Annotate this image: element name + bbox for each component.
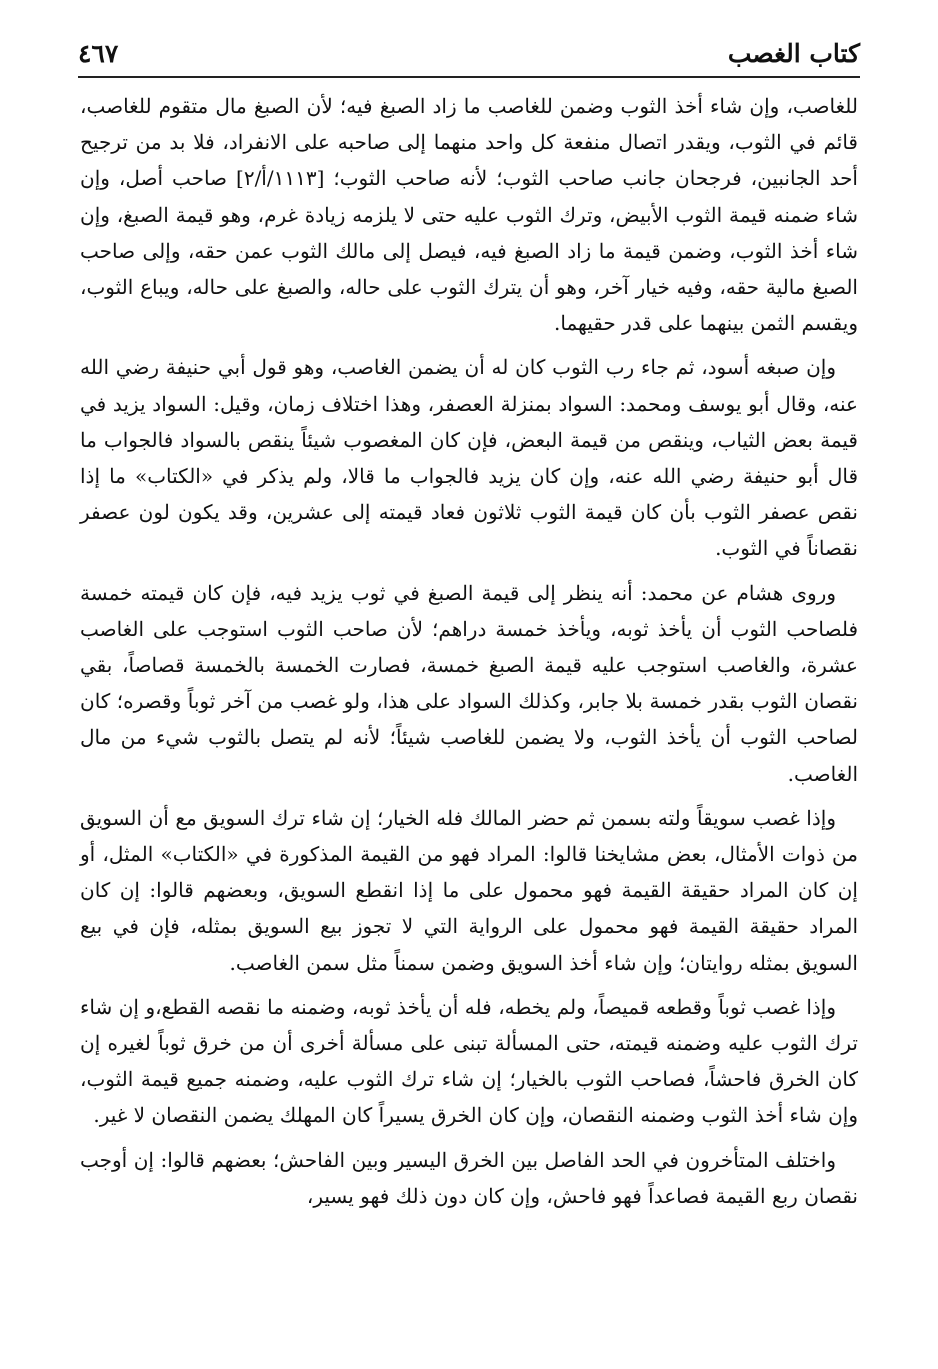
running-title: كتاب الغصب xyxy=(727,39,860,68)
paragraph-2: وإن صبغه أسود، ثم جاء رب الثوب كان له أن يضمن الغاصب، وهو قول أبي حنيفة رضي الله عنه، وقال أبو يوسف ومحمد: السواد بمنزلة العصفر، وهذا اختلاف زمان، وقيل: السواد يزيد في قيمة بعض الثياب، وينقص من قيمة البعض، فإن كان المغصوب شيئاً ينقص بالسواد فالجواب ما قال أبو حنيفة رضي الله عنه، وإن كان يزيد فالجواب ما قالا، ولم يذكر في «الكتاب» ما إذا نقص عصفر الثوب بأن كان قيمة الثوب ثلاثون فعاد قيمته إلى عشرين، وقد يكون لون عصفر نقصاناً في الثوب. xyxy=(80,355,859,561)
page-number: ٤٦٧ xyxy=(78,39,119,68)
paragraph-4: وإذا غصب سويقاً ولته بسمن ثم حضر المالك فله الخيار؛ إن شاء ترك السويق مع أن السويق من ذوات الأمثال، بعض مشايخنا قالوا: المراد فهو من القيمة المذكورة في «الكتاب» المثل، أو إن كان المراد حقيقة القيمة فهو محمول على ما إذا انقطع السويق، وبعضهم قالوا: إن كان المراد حقيقة القيمة فهو محمول على الرواية التي لا تجوز بيع السويق بمثله، فإن في بيع السويق بمثله روايتان؛ وإن شاء أخذ السويق وضمن سمناً مثل سمن الغاصب. xyxy=(80,805,858,975)
paragraph-6: واختلف المتأخرون في الحد الفاصل بين الخرق اليسير وبين الفاحش؛ بعضهم قالوا: إن أوجب نقصان ربع القيمة فصاعداً فهو فاحش، وإن كان دون ذلك فهو يسير، xyxy=(80,1147,858,1208)
paragraph-3: وروى هشام عن محمد: أنه ينظر إلى قيمة الصبغ في ثوب يزيد فيه، فإن كان قيمته خمسة فلصاحب الثوب أن يأخذ ثوبه، ويأخذ خمسة دراهم؛ لأن صاحب الثوب استوجب على الغاصب عشرة، والغاصب استوجب عليه قيمة الصبغ خمسة، فصارت الخمسة بالخمسة قصاصاً، بقي نقصان الثوب بقدر خمسة بلا جابر، وكذلك السواد على هذا، ولو غصب من آخر ثوباً وقصره؛ كان لصاحب الثوب أن يأخذ الثوب، ولا يضمن للغاصب شيئاً؛ لأنه لم يتصل بالثوب شيء من مال الغاصب. xyxy=(80,580,858,786)
paragraph-1: للغاصب، وإن شاء أخذ الثوب وضمن للغاصب ما زاد الصبغ فيه؛ لأن الصبغ مال متقوم للغاصب، قائم في الثوب، ويقدر اتصال منفعة كل واحد منهما إلى صاحبه على الانفراد، فلا بد من ترجيح أحد الجانبين، فرجحان جانب صاحب الثوب؛ لأنه صاحب الثوب؛ [١١١٣/أ/٢] صاحب أصل، وإن شاء ضمنه قيمة الثوب الأبيض، وترك الثوب عليه حتى لا يلزمه زيادة غرم، وهو قيمة الصبغ، وإن شاء أخذ الثوب، وضمن قيمة ما زاد الصبغ فيه، فيصل إلى مالك الثوب عمن حقه، وإلى صاحب الصبغ مالية حقه، وفيه خيار آخر، وهو أن يترك الثوب على حاله، والصبغ على حاله، ويباع الثوب، ويقسم الثمن بينهما على قدر حقيهما. xyxy=(80,94,858,336)
paragraph-5: وإذا غصب ثوباً وقطعه قميصاً، ولم يخطه، فله أن يأخذ ثوبه، وضمنه ما نقصه القطع،و إن شاء ترك الثوب عليه وضمنه قيمته، حتى المسألة تبنى على مسألة أخرى أن من خرق ثوباً لغيره إن كان الخرق فاحشاً، فصاحب الثوب بالخيار؛ إن شاء ترك الثوب عليه، وضمنه جميع قيمة الثوب، وإن شاء أخذ الثوب وضمنه النقصان، وإن كان الخرق يسيراً كان المهلك يضمن النقصان لا غير. xyxy=(80,994,858,1128)
header-rule xyxy=(78,76,860,78)
page-header xyxy=(78,32,860,72)
body-text xyxy=(80,88,858,1222)
